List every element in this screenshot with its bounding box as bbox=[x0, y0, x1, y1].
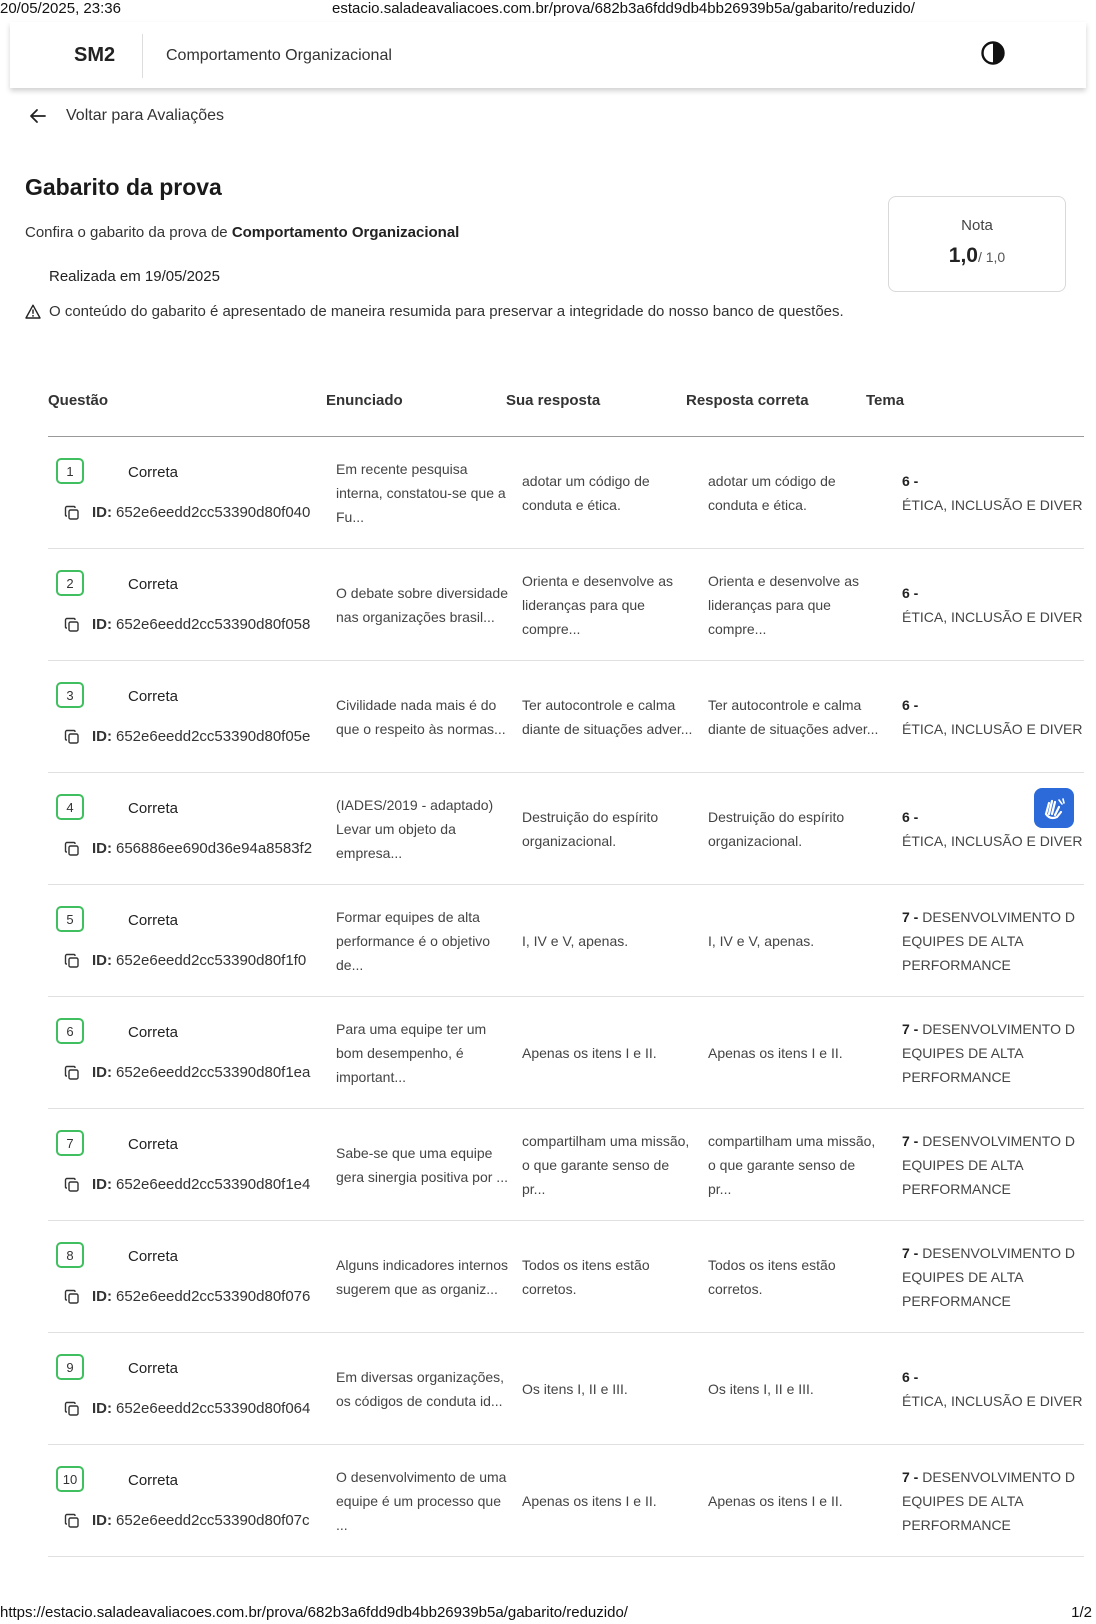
tema-text-line3: PERFORMANCE bbox=[902, 1068, 1011, 1085]
enunciado-text: Civilidade nada mais é do que o respeito às normas... bbox=[336, 696, 506, 737]
id-value: 652e6eedd2cc53390d80f064 bbox=[116, 1400, 311, 1417]
table-row bbox=[48, 661, 1084, 773]
tema-text-line3: PERFORMANCE bbox=[902, 1180, 1011, 1197]
question-number-badge[interactable]: 3 bbox=[56, 682, 84, 708]
tema-text-line3: PERFORMANCE bbox=[902, 1516, 1011, 1533]
tema-number: 7 - bbox=[902, 908, 919, 925]
tema-number: 7 - bbox=[902, 1244, 919, 1261]
tema-text-line2: EQUIPES DE ALTA bbox=[902, 1156, 1024, 1173]
id-value: 652e6eedd2cc53390d80f1ea bbox=[116, 1064, 311, 1081]
copy-icon[interactable] bbox=[64, 505, 80, 521]
question-id bbox=[64, 952, 306, 969]
resposta-correta-text: adotar um código de conduta e ética. bbox=[708, 472, 836, 513]
question-number-badge[interactable]: 1 bbox=[56, 458, 84, 484]
enunciado-cell bbox=[336, 437, 508, 548]
resposta-correta-cell bbox=[708, 437, 880, 548]
header-tema: Tema bbox=[866, 392, 905, 409]
tema-text: ÉTICA, INCLUSÃO E DIVER bbox=[902, 720, 1083, 737]
id-value: 652e6eedd2cc53390d80f076 bbox=[116, 1288, 311, 1305]
copy-icon[interactable] bbox=[64, 841, 80, 857]
course-name: Comportamento Organizacional bbox=[166, 47, 392, 64]
tema-number: 7 - bbox=[902, 1468, 919, 1485]
tema-text-line2: EQUIPES DE ALTA bbox=[902, 1268, 1024, 1285]
enunciado-text: O debate sobre diversidade nas organizações brasil... bbox=[336, 584, 508, 625]
id-label: ID: bbox=[92, 952, 112, 969]
sua-resposta-text: I, IV e V, apenas. bbox=[522, 932, 629, 949]
id-value: 652e6eedd2cc53390d80f058 bbox=[116, 616, 311, 633]
tema-text: DESENVOLVIMENTO D bbox=[922, 1244, 1075, 1261]
id-value: 652e6eedd2cc53390d80f1e4 bbox=[116, 1176, 311, 1193]
tema-cell bbox=[902, 661, 1084, 772]
enunciado-text: Sabe-se que uma equipe gera sinergia positiva por ... bbox=[336, 1144, 508, 1185]
resposta-correta-text: Apenas os itens I e II. bbox=[708, 1492, 843, 1509]
sua-resposta-cell bbox=[522, 661, 694, 772]
print-footer-url: https://estacio.saladeavaliacoes.com.br/prova/682b3a6fdd9db4bb26939b5a/gabarito/reduzido/ bbox=[0, 1604, 628, 1621]
question-id bbox=[64, 1064, 310, 1081]
enunciado-text: Em recente pesquisa interna, constatou-se que a Fu... bbox=[336, 460, 506, 525]
print-footer bbox=[0, 1604, 1096, 1622]
sua-resposta-cell bbox=[522, 1221, 694, 1332]
sua-resposta-cell bbox=[522, 549, 694, 660]
header-resposta-correta: Resposta correta bbox=[686, 392, 809, 409]
question-status: Correta bbox=[128, 1136, 179, 1153]
resposta-correta-cell bbox=[708, 997, 880, 1108]
enunciado-cell bbox=[336, 661, 508, 772]
tema-text: ÉTICA, INCLUSÃO E DIVER bbox=[902, 608, 1083, 625]
tema-text: ÉTICA, INCLUSÃO E DIVER bbox=[902, 496, 1083, 513]
question-status: Correta bbox=[128, 1248, 179, 1265]
print-page-number: 1/2 bbox=[1071, 1604, 1092, 1621]
resposta-correta-text: Os itens I, II e III. bbox=[708, 1380, 814, 1397]
resposta-correta-text: I, IV e V, apenas. bbox=[708, 932, 815, 949]
tema-text: DESENVOLVIMENTO D bbox=[922, 1468, 1075, 1485]
copy-icon[interactable] bbox=[64, 1513, 80, 1529]
question-status: Correta bbox=[128, 1472, 179, 1489]
warning-note bbox=[25, 303, 844, 320]
tema-cell bbox=[902, 1221, 1084, 1332]
table-body bbox=[48, 437, 1084, 1557]
enunciado-cell bbox=[336, 885, 508, 996]
resposta-correta-cell bbox=[708, 773, 880, 884]
sua-resposta-text: Apenas os itens I e II. bbox=[522, 1492, 657, 1509]
tema-cell bbox=[902, 437, 1084, 548]
resposta-correta-cell bbox=[708, 1109, 880, 1220]
question-id bbox=[64, 840, 312, 857]
tema-cell bbox=[902, 885, 1084, 996]
question-number-badge[interactable]: 5 bbox=[56, 906, 84, 932]
id-label: ID: bbox=[92, 504, 112, 521]
id-label: ID: bbox=[92, 1400, 112, 1417]
question-id bbox=[64, 1512, 310, 1529]
grade-max: / 1,0 bbox=[977, 249, 1006, 265]
table-row bbox=[48, 997, 1084, 1109]
copy-icon[interactable] bbox=[64, 953, 80, 969]
tema-number: 6 - bbox=[902, 808, 919, 825]
question-number-badge[interactable]: 9 bbox=[56, 1354, 84, 1380]
print-header bbox=[0, 0, 1096, 18]
brand-logo[interactable]: SM2 bbox=[74, 44, 116, 66]
header-divider bbox=[142, 34, 143, 78]
sua-resposta-text: Apenas os itens I e II. bbox=[522, 1044, 657, 1061]
sua-resposta-text: Todos os itens estão corretos. bbox=[522, 1256, 650, 1297]
enunciado-text: Formar equipes de alta performance é o objetivo de... bbox=[336, 908, 491, 973]
id-label: ID: bbox=[92, 1288, 112, 1305]
question-id bbox=[64, 728, 310, 745]
resposta-correta-text: Apenas os itens I e II. bbox=[708, 1044, 843, 1061]
tema-text: DESENVOLVIMENTO D bbox=[922, 1020, 1075, 1037]
tema-text: ÉTICA, INCLUSÃO E DIVER bbox=[902, 832, 1083, 849]
grade-card bbox=[888, 196, 1066, 292]
sua-resposta-cell bbox=[522, 437, 694, 548]
sua-resposta-text: Orienta e desenvolve as lideranças para que compre... bbox=[522, 572, 673, 637]
id-value: 652e6eedd2cc53390d80f07c bbox=[116, 1512, 310, 1529]
resposta-correta-cell bbox=[708, 1221, 880, 1332]
resposta-correta-cell bbox=[708, 661, 880, 772]
arrow-left-icon bbox=[28, 106, 48, 126]
tema-text: ÉTICA, INCLUSÃO E DIVER bbox=[902, 1392, 1083, 1409]
sua-resposta-text: Ter autocontrole e calma diante de situações adver... bbox=[522, 696, 693, 737]
question-id bbox=[64, 1176, 310, 1193]
table-row bbox=[48, 549, 1084, 661]
question-status: Correta bbox=[128, 464, 179, 481]
resposta-correta-text: Destruição do espírito organizacional. bbox=[708, 808, 845, 849]
subtitle-course: Comportamento Organizacional bbox=[231, 224, 460, 241]
resposta-correta-cell bbox=[708, 885, 880, 996]
table-row bbox=[48, 1445, 1084, 1557]
sua-resposta-text: adotar um código de conduta e ética. bbox=[522, 472, 650, 513]
table-header bbox=[48, 388, 1084, 437]
enunciado-cell bbox=[336, 1109, 508, 1220]
answer-table bbox=[48, 388, 1084, 1557]
copy-icon[interactable] bbox=[64, 1401, 80, 1417]
warning-icon bbox=[25, 304, 41, 319]
question-number-badge[interactable]: 4 bbox=[56, 794, 84, 820]
header-enunciado: Enunciado bbox=[326, 392, 403, 409]
question-number-badge[interactable]: 10 bbox=[56, 1466, 84, 1492]
resposta-correta-text: Todos os itens estão corretos. bbox=[708, 1256, 836, 1297]
table-row bbox=[48, 1109, 1084, 1221]
table-row bbox=[48, 1221, 1084, 1333]
copy-icon[interactable] bbox=[64, 617, 80, 633]
back-link-label: Voltar para Avaliações bbox=[66, 107, 225, 124]
enunciado-text: (IADES/2019 - adaptado) Levar um objeto da empresa... bbox=[336, 796, 494, 861]
tema-text-line2: EQUIPES DE ALTA bbox=[902, 1044, 1024, 1061]
sua-resposta-cell bbox=[522, 1333, 694, 1444]
tema-number: 7 - bbox=[902, 1132, 919, 1149]
enunciado-cell bbox=[336, 1333, 508, 1444]
sua-resposta-cell bbox=[522, 1109, 694, 1220]
id-label: ID: bbox=[92, 616, 112, 633]
copy-icon[interactable] bbox=[64, 1177, 80, 1193]
tema-text-line3: PERFORMANCE bbox=[902, 956, 1011, 973]
sua-resposta-text: Destruição do espírito organizacional. bbox=[522, 808, 659, 849]
tema-number: 7 - bbox=[902, 1020, 919, 1037]
question-status: Correta bbox=[128, 800, 179, 817]
enunciado-text: Em diversas organizações, os códigos de conduta id... bbox=[336, 1368, 505, 1409]
copy-icon[interactable] bbox=[64, 1289, 80, 1305]
tema-cell bbox=[902, 1445, 1084, 1556]
grade-value: 1,0 bbox=[948, 244, 978, 267]
grade-label: Nota bbox=[961, 217, 993, 234]
tema-number: 6 - bbox=[902, 1368, 919, 1385]
warning-text: O conteúdo do gabarito é apresentado de maneira resumida para preservar a integridade do nosso banco de questões. bbox=[49, 303, 844, 320]
grade-score bbox=[889, 244, 1065, 268]
print-datetime: 20/05/2025, 23:36 bbox=[0, 0, 121, 17]
page-subtitle bbox=[25, 224, 459, 241]
question-number-badge[interactable]: 8 bbox=[56, 1242, 84, 1268]
tema-number: 6 - bbox=[902, 696, 919, 713]
id-label: ID: bbox=[92, 1064, 112, 1081]
id-label: ID: bbox=[92, 1176, 112, 1193]
id-value: 652e6eedd2cc53390d80f1f0 bbox=[116, 952, 307, 969]
resposta-correta-cell bbox=[708, 1445, 880, 1556]
enunciado-cell bbox=[336, 997, 508, 1108]
table-row bbox=[48, 885, 1084, 997]
question-status: Correta bbox=[128, 1360, 179, 1377]
tema-cell bbox=[902, 1333, 1084, 1444]
sign-language-hands-icon bbox=[1040, 794, 1068, 822]
sua-resposta-cell bbox=[522, 997, 694, 1108]
id-label: ID: bbox=[92, 840, 112, 857]
question-id bbox=[64, 1400, 310, 1417]
tema-text-line2: EQUIPES DE ALTA bbox=[902, 932, 1024, 949]
enunciado-text: Alguns indicadores internos sugerem que as organiz... bbox=[336, 1256, 508, 1297]
sua-resposta-text: compartilham uma missão, o que garante senso de pr... bbox=[522, 1132, 690, 1197]
question-number-badge[interactable]: 7 bbox=[56, 1130, 84, 1156]
tema-number: 6 - bbox=[902, 472, 919, 489]
page-title: Gabarito da prova bbox=[25, 174, 222, 200]
subtitle-prefix: Confira o gabarito da prova de bbox=[25, 224, 232, 241]
id-value: 652e6eedd2cc53390d80f040 bbox=[116, 504, 311, 521]
question-id bbox=[64, 504, 310, 521]
tema-cell bbox=[902, 549, 1084, 660]
resposta-correta-text: Orienta e desenvolve as lideranças para que compre... bbox=[708, 572, 859, 637]
question-status: Correta bbox=[128, 1024, 179, 1041]
id-value: 652e6eedd2cc53390d80f05e bbox=[116, 728, 311, 745]
id-value: 656886ee690d36e94a8583f2 bbox=[116, 840, 313, 857]
sua-resposta-cell bbox=[522, 773, 694, 884]
question-id bbox=[64, 1288, 310, 1305]
tema-number: 6 - bbox=[902, 584, 919, 601]
id-label: ID: bbox=[92, 1512, 112, 1529]
tema-cell bbox=[902, 997, 1084, 1108]
tema-text: DESENVOLVIMENTO D bbox=[922, 1132, 1075, 1149]
enunciado-cell bbox=[336, 1221, 508, 1332]
contrast-icon[interactable] bbox=[980, 40, 1006, 66]
copy-icon[interactable] bbox=[64, 729, 80, 745]
enunciado-cell bbox=[336, 549, 508, 660]
enunciado-text: Para uma equipe ter um bom desempenho, é important... bbox=[336, 1020, 487, 1085]
question-number-badge[interactable]: 2 bbox=[56, 570, 84, 596]
tema-text-line2: EQUIPES DE ALTA bbox=[902, 1492, 1024, 1509]
enunciado-cell bbox=[336, 1445, 508, 1556]
resposta-correta-cell bbox=[708, 549, 880, 660]
copy-icon[interactable] bbox=[64, 1065, 80, 1081]
tema-text: DESENVOLVIMENTO D bbox=[922, 908, 1075, 925]
question-status: Correta bbox=[128, 688, 179, 705]
sua-resposta-cell bbox=[522, 1445, 694, 1556]
table-row bbox=[48, 1333, 1084, 1445]
question-number-badge[interactable]: 6 bbox=[56, 1018, 84, 1044]
accessibility-button[interactable] bbox=[1034, 788, 1074, 828]
app-header bbox=[10, 22, 1086, 88]
back-to-evaluations-link[interactable] bbox=[28, 104, 224, 128]
question-id bbox=[64, 616, 310, 633]
realized-date: Realizada em 19/05/2025 bbox=[49, 268, 220, 285]
enunciado-cell bbox=[336, 773, 508, 884]
tema-cell bbox=[902, 1109, 1084, 1220]
table-row bbox=[48, 773, 1084, 885]
resposta-correta-text: compartilham uma missão, o que garante senso de pr... bbox=[708, 1132, 876, 1197]
question-status: Correta bbox=[128, 576, 179, 593]
print-url: estacio.saladeavaliacoes.com.br/prova/682b3a6fdd9db4bb26939b5a/gabarito/reduzido/ bbox=[332, 0, 915, 17]
header-questao: Questão bbox=[48, 392, 109, 409]
sua-resposta-cell bbox=[522, 885, 694, 996]
question-status: Correta bbox=[128, 912, 179, 929]
sua-resposta-text: Os itens I, II e III. bbox=[522, 1380, 628, 1397]
header-sua-resposta: Sua resposta bbox=[506, 392, 601, 409]
resposta-correta-cell bbox=[708, 1333, 880, 1444]
enunciado-text: O desenvolvimento de uma equipe é um processo que ... bbox=[336, 1468, 507, 1533]
id-label: ID: bbox=[92, 728, 112, 745]
resposta-correta-text: Ter autocontrole e calma diante de situações adver... bbox=[708, 696, 879, 737]
tema-text-line3: PERFORMANCE bbox=[902, 1292, 1011, 1309]
table-row bbox=[48, 437, 1084, 549]
